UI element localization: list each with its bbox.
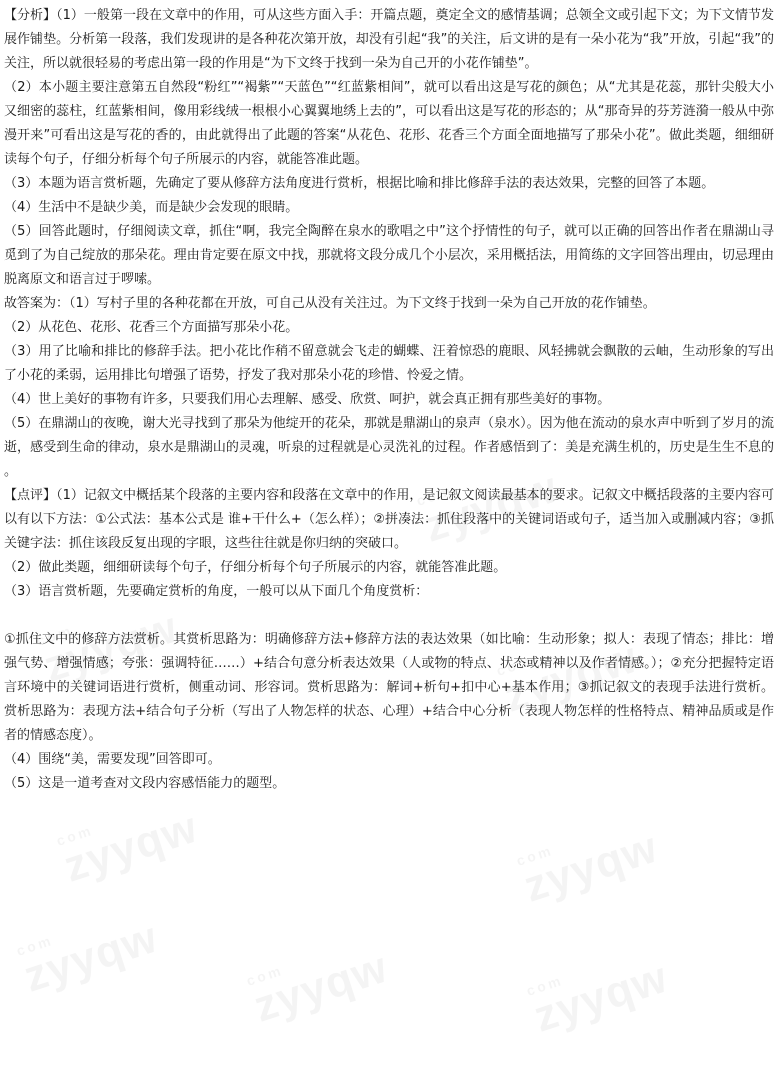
watermark — [514, 810, 663, 909]
answer-intro: 故答案为：（1）写村子里的各种花都在开放，可自己从没有关注过。为下文终于找到一朵为自己开放的花作铺垫。 — [4, 296, 656, 311]
answer-3: （3）用了比喻和排比的修辞手法。把小花比作稍不留意就会飞走的蝴蝶、汪着惊恐的鹿眼、风轻拂就会飘散的云岫，生动形象的写出了小花的柔弱，运用排比句增强了语势，抒发了我对那朵小花的珍惜、怜爱之情。 — [4, 344, 774, 383]
comment-paragraph-6: （5）这是一道考查对文段内容感悟能力的题型。 — [4, 776, 286, 791]
watermark — [54, 790, 203, 889]
answer-2: （2）从花色、花形、花香三个方面描写那朵小花。 — [4, 320, 299, 335]
analysis-paragraph-5: （5）回答此题时，仔细阅读文章，抓住“啊，我完全陶醉在泉水的歌唱之中”这个抒情性的句子，就可以正确的回答出作者在鼎湖山寻觅到了为自己绽放的那朵花。理由肯定要在原文中找，那就将文段分成几个小层次，采用概括法，用简练的文字回答出理由，切忌理由脱离原文和语言过于啰嗦。 — [4, 224, 774, 287]
watermark — [14, 900, 163, 999]
blank-line — [4, 604, 774, 628]
analysis-section — [4, 4, 774, 292]
answer-section — [4, 292, 774, 484]
analysis-paragraph-3: （3）本题为语言赏析题，先确定了要从修辞方法角度进行赏析，根据比喻和排比修辞手法的表达效果，完整的回答了本题。 — [4, 176, 715, 191]
comment-paragraph-3: （3）语言赏析题，先要确定赏析的角度，一般可以从下面几个角度赏析： — [4, 584, 429, 599]
comment-paragraph-5: （4）围绕“美，需要发现”回答即可。 — [4, 752, 221, 767]
comment-section — [4, 484, 774, 796]
comment-paragraph-1: 【点评】（1）记叙文中概括某个段落的主要内容和段落在文章中的作用，是记叙文阅读最基本的要求。记叙文中概括段落的主要内容可以有以下方法：①公式法：基本公式是 谁+干什么+（怎么样）；②拼凑法：抓住段落中的关键词语或句子，适当加入或删减内容；③抓关键字法：抓住该段反复出现的字眼，这些往往就是你归纳的突破口。 — [4, 488, 774, 551]
answer-4: （4）世上美好的事物有许多，只要我们用心去理解、感受、欣赏、呵护，就会真正拥有那些美好的事物。 — [4, 392, 611, 407]
answer-5: （5）在鼎湖山的夜晚，谢大光寻找到了那朵为他绽开的花朵，那就是鼎湖山的泉声（泉水）。因为他在流动的泉水声中听到了岁月的流逝，感受到生命的律动，泉水是鼎湖山的灵魂，听泉的过程就是心灵洗礼的过程。作者感悟到了：美是充满生机的，历史是生生不息的 。 — [4, 416, 774, 479]
watermark — [524, 940, 673, 1039]
analysis-paragraph-2: （2）本小题主要注意第五自然段“粉红”“褐紫”“天蓝色”“红蓝紫相间”，就可以看出这是写花的颜色；从“尤其是花蕊，那针尖般大小又细密的蕊柱，红蓝紫相间，像用彩线绒一根根小心翼翼地绣上去的”，可以看出这是写花的形态的；从“那奇异的芬芳涟漪一般从中弥漫开来”可看出这是写花的香的，由此就得出了此题的答案“从花色、花形、花香三个方面全面地描写了那朵小花”。做此类题，细细研读每个句子，仔细分析每个句子所展示的内容，就能答准此题。 — [4, 80, 774, 167]
comment-paragraph-2: （2）做此类题，细细研读每个句子，仔细分析每个句子所展示的内容，就能答准此题。 — [4, 560, 507, 575]
analysis-paragraph-1: 【分析】（1）一般第一段在文章中的作用，可从这些方面入手：开篇点题，奠定全文的感情基调；总领全文或引起下文；为下文情节发展作铺垫。分析第一段落，我们发现讲的是各种花次第开放，却没有引起“我”的关注，后文讲的是有一朵小花为“我”开放，引起“我”的关注，所以就很轻易的考虑出第一段的作用是“为下文终于找到一朵为自己开的小花作铺垫”。 — [4, 8, 774, 71]
analysis-paragraph-4: （4）生活中不是缺少美，而是缺少会发现的眼睛。 — [4, 200, 299, 215]
comment-paragraph-4: ①抓住文中的修辞方法赏析。其赏析思路为：明确修辞方法+修辞方法的表达效果（如比喻：生动形象；拟人：表现了情态；排比：增强气势、增强情感；夸张：强调特征……）+结合句意分析表达效果（人或物的特点、状态或精神以及作者情感。）；②充分把握特定语言环境中的关键词语进行赏析，侧重动词、形容词。赏析思路为：解词+析句+扣中心+基本作用；③抓记叙文的表现手法进行赏析。赏析思路为：表现方法+结合句子分析（写出了人物怎样的状态、心理）+结合中心分析（表现人物怎样的性格特点、精神品质或是作者的情感态度）。 — [4, 632, 774, 743]
watermark — [244, 930, 393, 1029]
